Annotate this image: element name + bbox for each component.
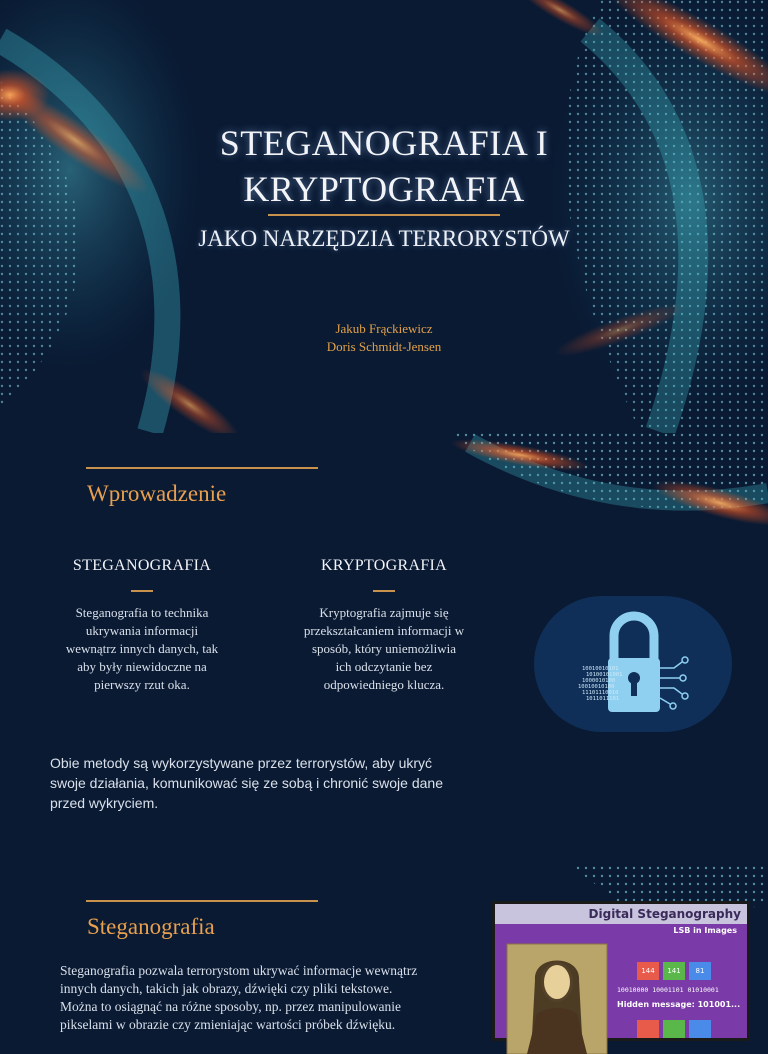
title-divider <box>268 214 500 216</box>
pixel-block <box>637 1020 659 1038</box>
svg-text:11101110010: 11101110010 <box>582 690 619 696</box>
svg-text:10010010100: 10010010100 <box>578 684 615 690</box>
pixel-value-blue: 81 <box>689 962 711 980</box>
column-divider <box>131 590 153 592</box>
author-1: Jakub Frąckiewicz <box>335 321 433 336</box>
padlock-icon <box>534 596 732 732</box>
cryptography-column-title: KRYPTOGRAFIA <box>321 557 447 574</box>
figure-subtitle: LSB in Images <box>673 926 737 935</box>
cryptography-column-text: Kryptografia zajmuje się przekształcaniem informacji w sposób, który uniemożliwia ich odczytanie bez odpowiedniego klucza. <box>303 605 465 692</box>
digital-steganography-figure <box>492 901 750 1041</box>
heading-divider <box>86 900 318 902</box>
section-heading: Wprowadzenie <box>87 481 227 506</box>
right-wave-glow <box>512 0 768 432</box>
wave-background-decoration <box>0 0 768 432</box>
title-line-2: KRYPTOGRAFIA <box>243 169 525 209</box>
title-line-1: STEGANOGRAFIA I <box>219 123 549 163</box>
svg-text:1000010100: 1000010100 <box>582 678 616 684</box>
heading-divider <box>86 467 318 469</box>
summary-text: Obie metody są wykorzystywane przez terrorystów, aby ukryć swoje działania, komunikować się ze sobą i chronić swoje dane przed wykryciem. <box>50 755 443 811</box>
pixel-block <box>663 1020 685 1038</box>
steganography-slide <box>0 866 768 1032</box>
pixel-block <box>689 1020 711 1038</box>
subtitle: JAKO NARZĘDZIA TERRORYSTÓW <box>198 226 570 251</box>
author-2: Doris Schmidt-Jensen <box>326 339 442 354</box>
steganography-column-text: Steganografia to technika ukrywania informacji wewnątrz innych danych, tak aby były niewidoczne na pierwszy rzut oka. <box>65 605 219 692</box>
mona-lisa-image-icon <box>507 944 607 1054</box>
intro-slide <box>0 433 768 865</box>
title-slide <box>0 0 768 432</box>
steganography-body-text: Steganografia pozwala terrorystom ukrywać informacje wewnątrz innych danych, takich jak obrazy, dźwięki czy pliki tekstowe. Można to osiągnąć na różne sposoby, np. przez manipulowanie pikselami w obrazie czy zmieniając wartości próbek dźwięku. <box>60 963 418 1032</box>
hidden-message: Hidden message: 101001... <box>617 1000 741 1009</box>
steganography-column-title: STEGANOGRAFIA <box>72 557 212 574</box>
pixel-value-red: 144 <box>637 962 659 980</box>
svg-text:10100101001: 10100101001 <box>586 672 623 678</box>
padlock-illustration <box>534 596 732 732</box>
column-divider <box>373 590 395 592</box>
svg-text:1011011101: 1011011101 <box>586 696 620 702</box>
binary-values: 10010000 10001101 01010001 <box>617 986 719 994</box>
section-heading: Steganografia <box>87 914 215 939</box>
figure-title: Digital Steganography <box>495 904 747 924</box>
svg-text:10010010101: 10010010101 <box>582 666 619 672</box>
pixel-value-green: 141 <box>663 962 685 980</box>
